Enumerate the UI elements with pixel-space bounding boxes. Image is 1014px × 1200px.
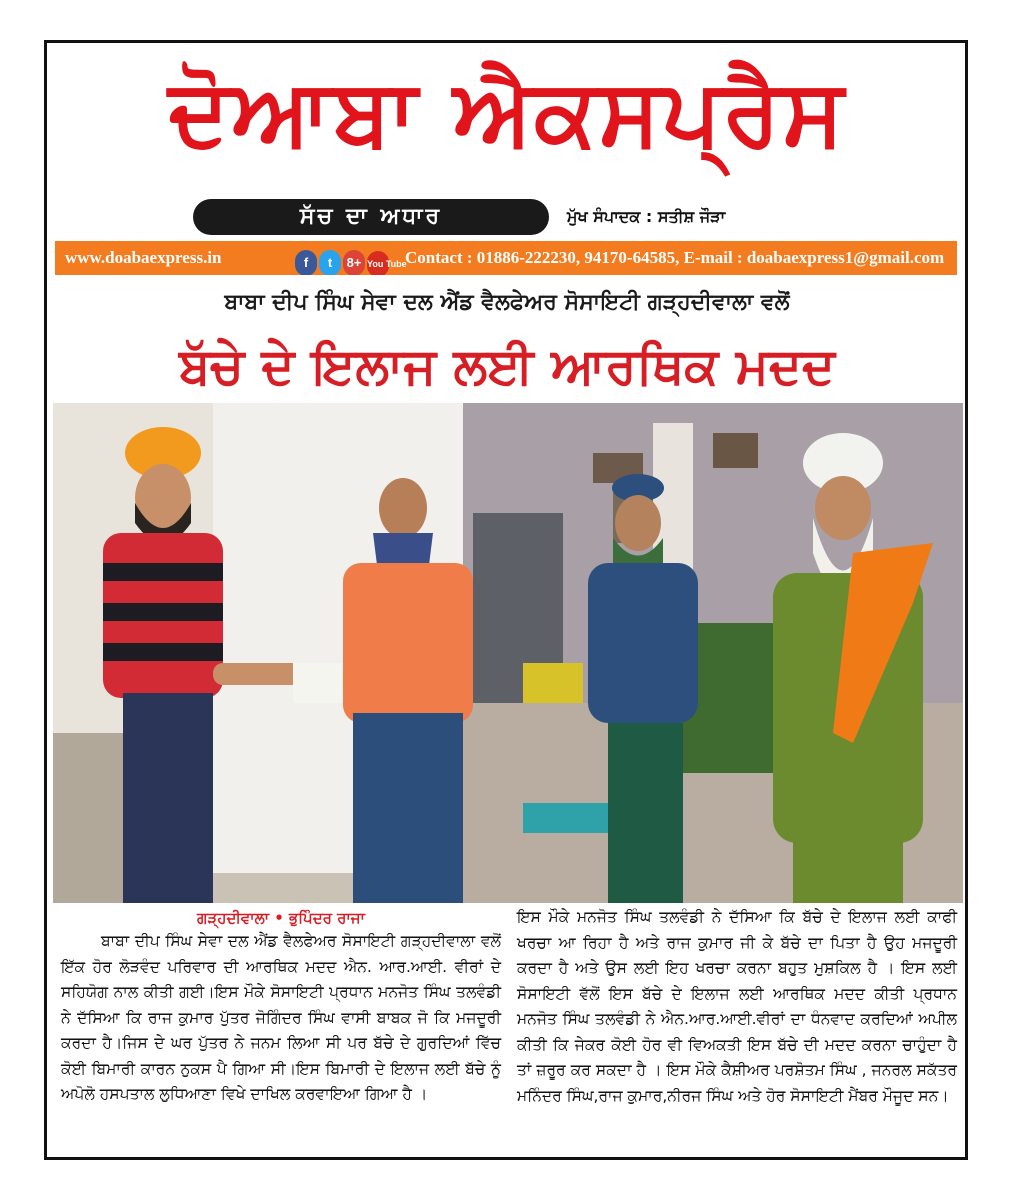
social-icons: [295, 245, 407, 271]
website-link[interactable]: www.doabaexpress.in: [65, 248, 222, 267]
slogan-badge: ਸੱਚ ਦਾ ਅਧਾਰ: [193, 199, 549, 235]
chief-editor: ਮੁੱਖ ਸੰਪਾਦਕ : ਸਤੀਸ਼ ਜੌੜਾ: [567, 207, 726, 226]
article-headline: ਬੱਚੇ ਦੇ ਇਲਾਜ ਲਈ ਆਰਥਿਕ ਮਦਦ: [179, 337, 835, 395]
twitter-icon[interactable]: t: [319, 250, 341, 275]
news-photo: [53, 403, 963, 903]
facebook-icon[interactable]: f: [295, 250, 317, 275]
article-column-right: ਇਸ ਮੌਕੇ ਮਨਜੋਤ ਸਿੰਘ ਤਲਵੰਡੀ ਨੇ ਦੱਸਿਆ ਕਿ ਬੱਚੇ ਦੇ ਇਲਾਜ ਲਈ ਕਾਫੀ ਖਰਚਾ ਆ ਰਿਹਾ ਹੈ ਅਤੇ ਰਾਜ ਕੁਮਾਰ ਜੀ ਕੇ ਬੱਚੇ ਦਾ ਪਿਤਾ ਹੈ ਉਹ ਮਜਦੂਰੀ ਕਰਦਾ ਹੈ ਅਤੇ ਉਸ ਲਈ ਇਹ ਖਰਚਾ ਕਰਨਾ ਬਹੁਤ ਮੁਸ਼ਕਿਲ ਹੈ । ਇਸ ਲਈ ਸੋਸਾਇਟੀ ਵੱਲੋਂ ਇਸ ਬੱਚੇ ਦੇ ਇਲਾਜ ਲਈ ਆਰਥਿਕ ਮਦਦ ਕੀਤੀ ਪ੍ਰਧਾਨ ਮਨਜੋਤ ਸਿੰਘ ਤਲਵੰਡੀ ਨੇ ਐਨ.ਆਰ.ਆਈ.ਵੀਰਾਂ ਦਾ ਧੰਨਵਾਦ ਕਰਦਿਆਂ ਅਪੀਲ ਕੀਤੀ ਕਿ ਜੇਕਰ ਕੋਈ ਹੋਰ ਵੀ ਵਿਅਕਤੀ ਇਸ ਬੱਚੇ ਦੀ ਮਦਦ ਕਰਨਾ ਚਾਹੁੰਦਾ ਹੈ ਤਾਂ ਜ਼ਰੂਰ ਕਰ ਸਕਦਾ ਹੈ । ਇਸ ਮੌਕੇ ਕੈਸ਼ੀਅਰ ਪਰਸ਼ੋਤਮ ਸਿੰਘ , ਜਨਰਲ ਸਕੱਤਰ ਮਨਿੰਦਰ ਸਿੰਘ,ਰਾਜ ਕੁਮਾਰ,ਨੀਰਜ ਸਿੰਘ ਅਤੇ ਹੋਰ ਸੋਸਾਇਟੀ ਮੈਂਬਰ ਮੌਜੂਦ ਸਨ।: [517, 908, 957, 1105]
contact-info: Contact : 01886-222230, 94170-64585, E-mail : doabaexpress1@gmail.com: [405, 248, 945, 267]
byline: ਗੜ੍ਹਦੀਵਾਲਾ • ਭੁਪਿੰਦਰ ਰਾਜਾ: [197, 909, 365, 927]
newspaper-clipping: [44, 40, 968, 1160]
photo-illustration: [53, 403, 963, 903]
youtube-icon[interactable]: You Tube: [367, 251, 389, 275]
newspaper-title: ਦੋਆਬਾ ਐਕਸਪ੍ਰੈਸ: [168, 59, 846, 166]
masthead: [57, 49, 957, 209]
article-subheading: ਬਾਬਾ ਦੀਪ ਸਿੰਘ ਸੇਵਾ ਦਲ ਐਂਡ ਵੈਲਫੇਅਰ ਸੋਸਾਇਟੀ ਗੜ੍ਹਦੀਵਾਲਾ ਵਲੋਂ: [224, 290, 790, 315]
article-column-left: ਬਾਬਾ ਦੀਪ ਸਿੰਘ ਸੇਵਾ ਦਲ ਐਂਡ ਵੈਲਫੇਅਰ ਸੋਸਾਇਟੀ ਗੜ੍ਹਦੀਵਾਲਾ ਵਲੋਂ ਇੱਕ ਹੋਰ ਲੋੜਵੰਦ ਪਰਿਵਾਰ ਦੀ ਆਰਥਿਕ ਮਦਦ ਐਨ. ਆਰ.ਆਈ. ਵੀਰਾਂ ਦੇ ਸਹਿਯੋਗ ਨਾਲ ਕੀਤੀ ਗਈ।ਇਸ ਮੌਕੇ ਸੋਸਾਇਟੀ ਪ੍ਰਧਾਨ ਮਨਜੋਤ ਸਿੰਘ ਤਲਵੰਡੀ ਨੇ ਦੱਸਿਆ ਕਿ ਰਾਜ ਕੁਮਾਰ ਪੁੱਤਰ ਜੋਗਿੰਦਰ ਸਿੰਘ ਵਾਸੀ ਬਾਬਕ ਜੋ ਕਿ ਮਜਦੂਰੀ ਕਰਦਾ ਹੈ।ਜਿਸ ਦੇ ਘਰ ਪੁੱਤਰ ਨੇ ਜਨਮ ਲਿਆ ਸੀ ਪਰ ਬੱਚੇ ਦੇ ਗੁਰਦਿਆਂ ਵਿੱਚ ਕੋਈ ਬਿਮਾਰੀ ਕਾਰਨ ਨੁਕਸ ਪੈ ਗਿਆ ਸੀ।ਇਸ ਬਿਮਾਰੀ ਦੇ ਇਲਾਜ ਲਈ ਬੱਚੇ ਨੂੰ ਅਪੋਲੋ ਹਸਪਤਾਲ ਲੁਧਿਆਣਾ ਵਿਖੇ ਦਾਖਿਲ ਕਰਵਾਇਆ ਗਿਆ ਹੈ ।: [61, 932, 501, 1103]
contact-bar: [55, 241, 957, 275]
google-plus-icon[interactable]: 8+: [343, 250, 365, 275]
